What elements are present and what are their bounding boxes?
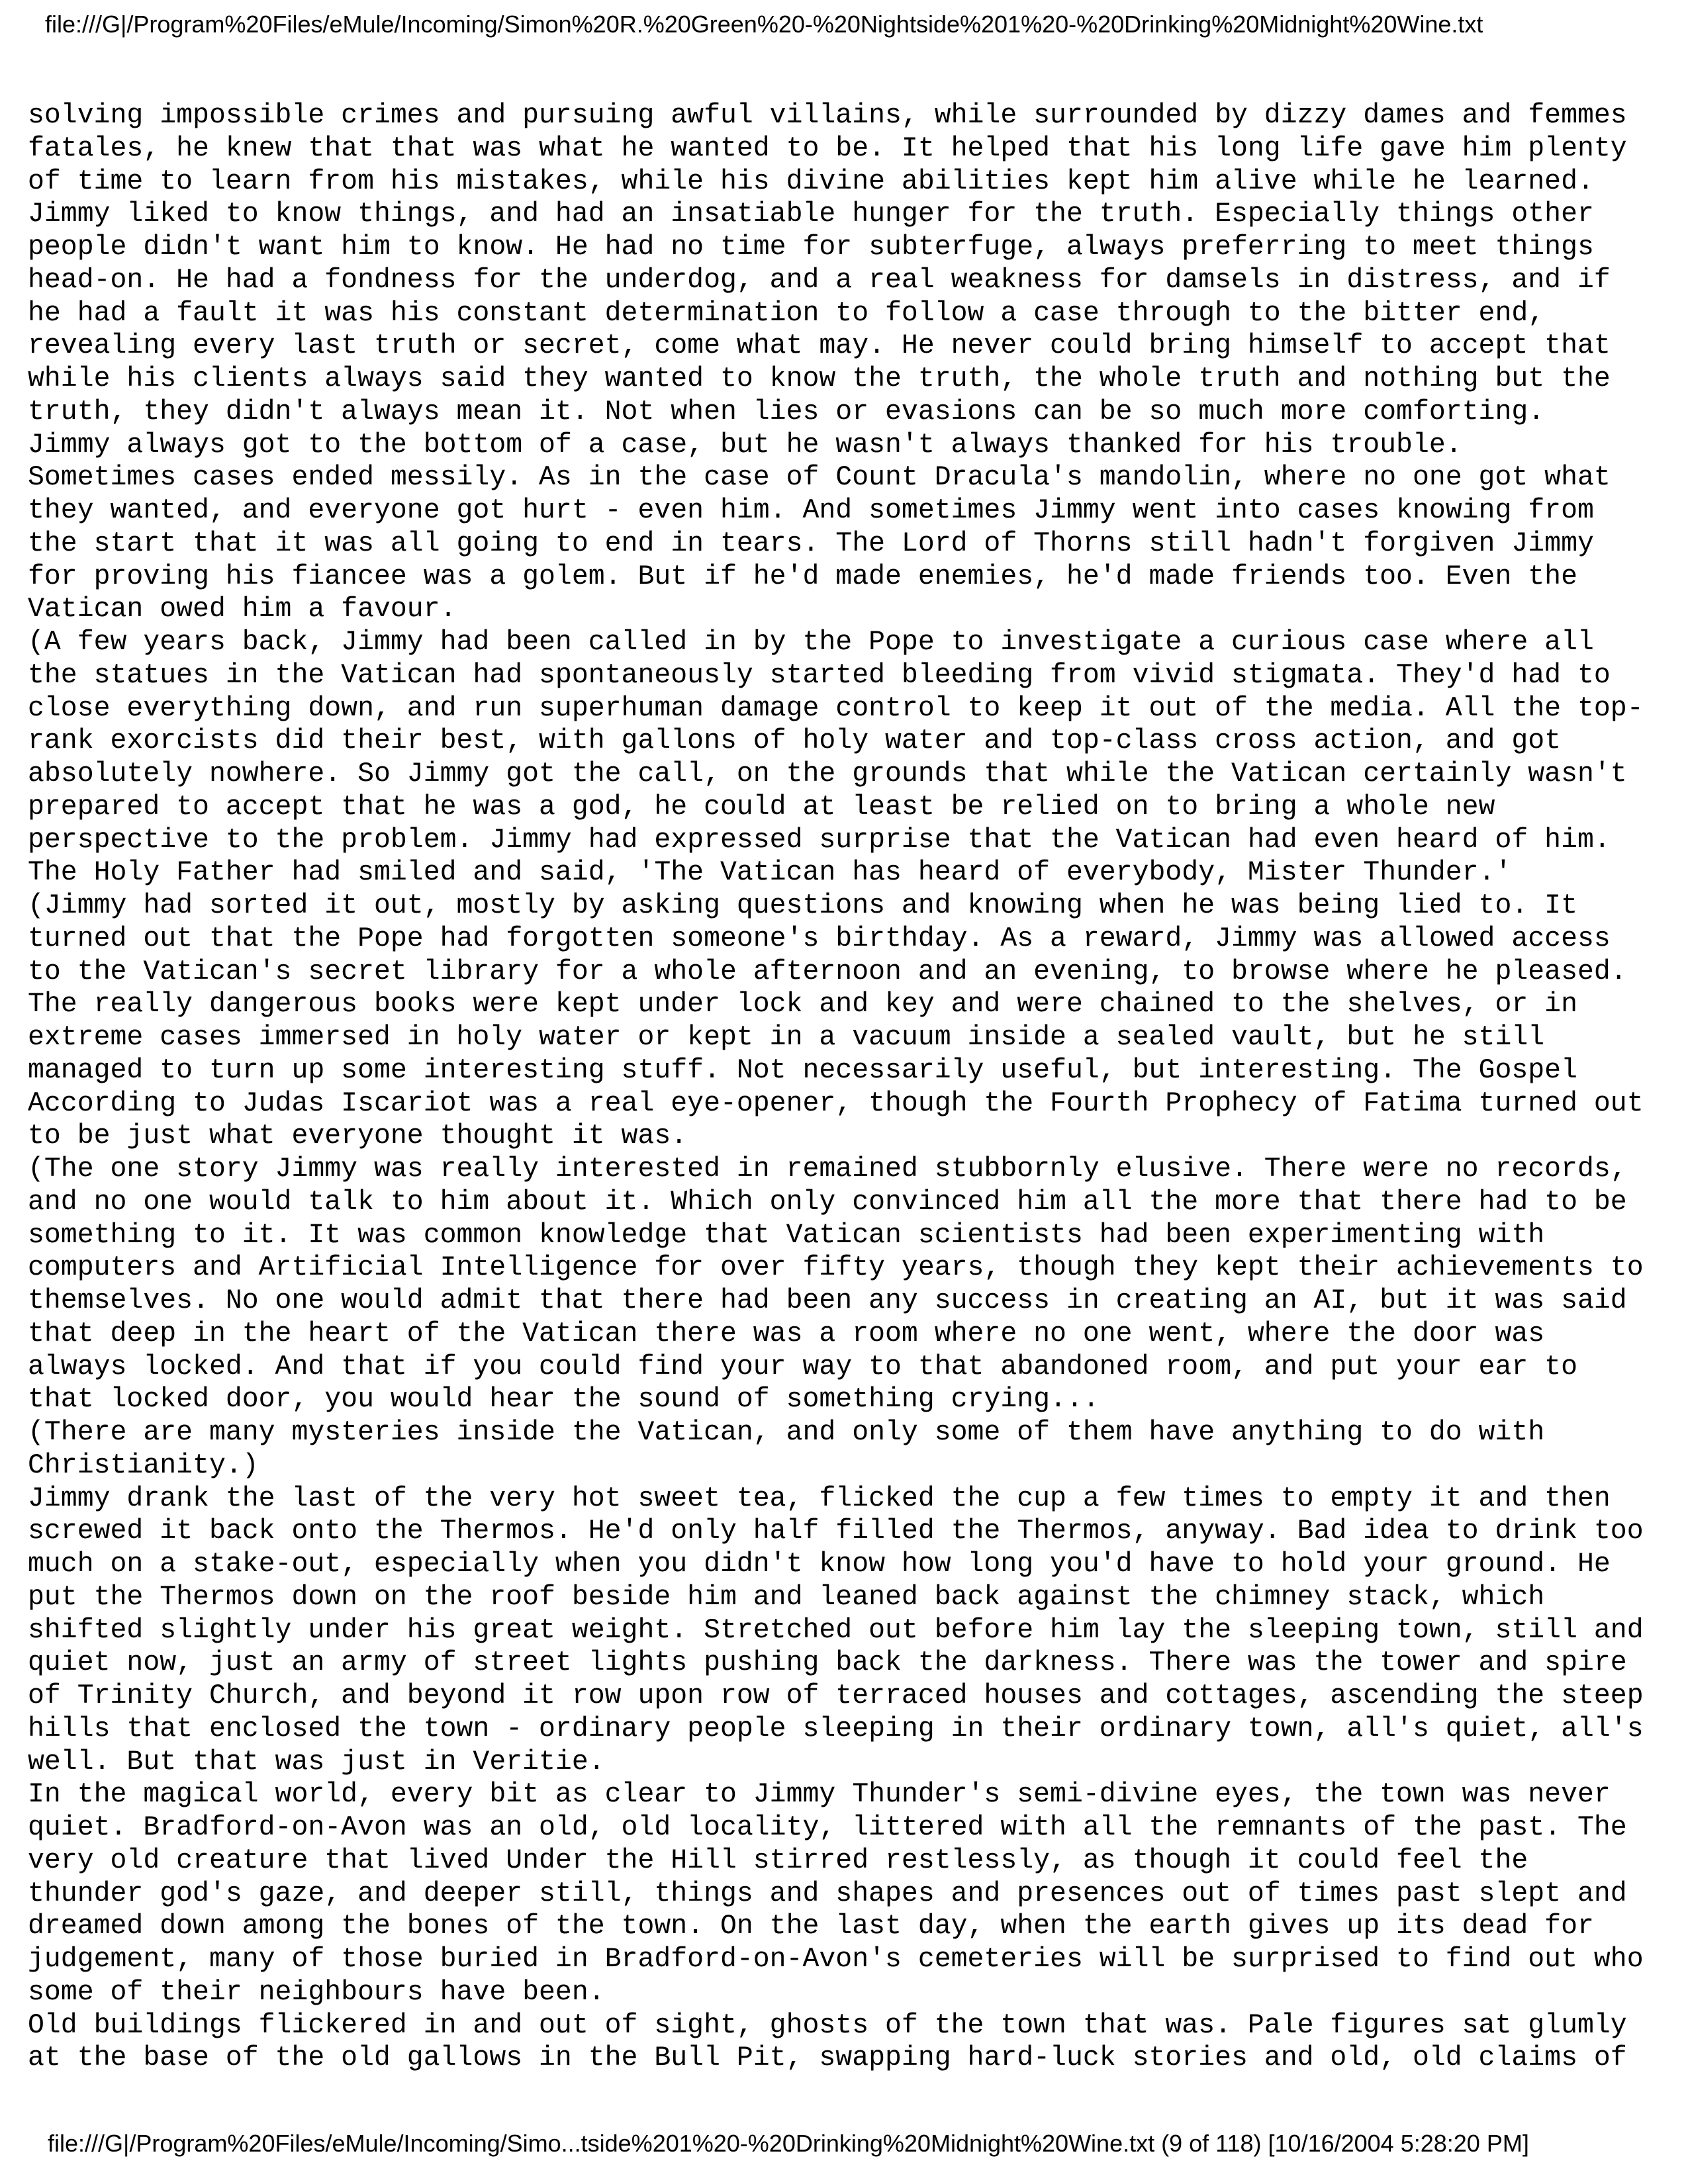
text-line: extreme cases immersed in holy water or kept in a vacuum inside a sealed vault, but he still xyxy=(28,1022,1545,1053)
text-line: for proving his fiancee was a golem. But if he'd made enemies, he'd made friends too. Even the xyxy=(28,561,1577,592)
text-line: quiet. Bradford-on-Avon was an old, old locality, littered with all the remnants of the past. The xyxy=(28,1812,1627,1843)
text-line: people didn't want him to know. He had no time for subterfuge, always preferring to meet things xyxy=(28,232,1594,263)
text-line: shifted slightly under his great weight. Stretched out before him lay the sleeping town, still and xyxy=(28,1614,1644,1646)
text-line: absolutely nowhere. So Jimmy got the call, on the grounds that while the Vatican certainly wasn't xyxy=(28,758,1627,790)
text-line: to be just what everyone thought it was. xyxy=(28,1120,688,1152)
text-line: at the base of the old gallows in the Bull Pit, swapping hard-luck stories and old, old claims of xyxy=(28,2042,1627,2074)
text-line: something to it. It was common knowledge that Vatican scientists had been experimenting with xyxy=(28,1219,1545,1251)
text-line: hills that enclosed the town - ordinary people sleeping in their ordinary town, all's quiet, all's xyxy=(28,1713,1644,1745)
text-line: Sometimes cases ended messily. As in the case of Count Dracula's mandolin, where no one got what xyxy=(28,462,1611,494)
document-body xyxy=(28,99,1669,2075)
text-line: Old buildings flickered in and out of sight, ghosts of the town that was. Pale figures sat glumly xyxy=(28,2009,1627,2041)
text-line: Christianity.) xyxy=(28,1449,259,1481)
text-line: some of their neighbours have been. xyxy=(28,1976,605,2008)
text-line: rank exorcists did their best, with gallons of holy water and top-class cross action, and got xyxy=(28,725,1562,757)
text-line: perspective to the problem. Jimmy had expressed surprise that the Vatican had even heard of him. xyxy=(28,824,1611,856)
text-line: and no one would talk to him about it. Which only convinced him all the more that there had to be xyxy=(28,1186,1627,1218)
text-line: managed to turn up some interesting stuff. Not necessarily useful, but interesting. The Gospel xyxy=(28,1054,1577,1086)
text-line: close everything down, and run superhuman damage control to keep it out of the media. All the top- xyxy=(28,692,1644,724)
text-line: well. But that was just in Veritie. xyxy=(28,1746,605,1778)
text-line: he had a fault it was his constant determination to follow a case through to the bitter end, xyxy=(28,297,1545,329)
text-line: dreamed down among the bones of the town. On the last day, when the earth gives up its dead for xyxy=(28,1911,1594,1942)
page-footer: file:///G|/Program%20Files/eMule/Incoming/Simo...tside%201%20-%20Drinking%20Midnight%20Wine.txt (9 of 118) [10/16/2004 5:28:20 PM] xyxy=(48,2130,1529,2157)
text-line: revealing every last truth or secret, come what may. He never could bring himself to accept that xyxy=(28,330,1611,362)
text-line: truth, they didn't always mean it. Not when lies or evasions can be so much more comforting. xyxy=(28,396,1545,428)
text-line: of time to learn from his mistakes, while his divine abilities kept him alive while he learned. xyxy=(28,165,1594,197)
text-line: (The one story Jimmy was really interested in remained stubbornly elusive. There were no records, xyxy=(28,1154,1627,1185)
text-line: very old creature that lived Under the Hill stirred restlessly, as though it could feel the xyxy=(28,1844,1528,1876)
text-line: head-on. He had a fondness for the underdog, and a real weakness for damsels in distress, and if xyxy=(28,264,1611,296)
text-line: (Jimmy had sorted it out, mostly by asking questions and knowing when he was being lied to. It xyxy=(28,890,1577,921)
text-line: of Trinity Church, and beyond it row upon row of terraced houses and cottages, ascending the steep xyxy=(28,1680,1644,1711)
text-line: that deep in the heart of the Vatican there was a room where no one went, where the door was xyxy=(28,1318,1545,1349)
text-line: always locked. And that if you could find your way to that abandoned room, and put your ear to xyxy=(28,1351,1577,1383)
text-line: they wanted, and everyone got hurt - even him. And sometimes Jimmy went into cases knowing from xyxy=(28,495,1594,526)
text-line: The really dangerous books were kept under lock and key and were chained to the shelves, or in xyxy=(28,989,1577,1021)
text-line: prepared to accept that he was a god, he could at least be relied on to bring a whole new xyxy=(28,791,1495,823)
text-line: The Holy Father had smiled and said, 'The Vatican has heard of everybody, Mister Thunder.' xyxy=(28,857,1512,889)
text-line: Jimmy always got to the bottom of a case, but he wasn't always thanked for his trouble. xyxy=(28,429,1462,461)
text-line: quiet now, just an army of street lights pushing back the darkness. There was the tower and spire xyxy=(28,1647,1627,1679)
text-line: to the Vatican's secret library for a whole afternoon and an evening, to browse where he pleased. xyxy=(28,956,1627,987)
text-line: (There are many mysteries inside the Vatican, and only some of them have anything to do with xyxy=(28,1417,1545,1448)
text-line: According to Judas Iscariot was a real eye-opener, though the Fourth Prophecy of Fatima turned out xyxy=(28,1087,1644,1119)
text-line: judgement, many of those buried in Bradford-on-Avon's cemeteries will be surprised to find out who xyxy=(28,1944,1644,1975)
text-line: that locked door, you would hear the sound of something crying... xyxy=(28,1384,1100,1416)
text-line: the start that it was all going to end in tears. The Lord of Thorns still hadn't forgiven Jimmy xyxy=(28,527,1594,559)
text-line: Jimmy liked to know things, and had an insatiable hunger for the truth. Especially things other xyxy=(28,199,1594,230)
text-line: In the magical world, every bit as clear to Jimmy Thunder's semi-divine eyes, the town was never xyxy=(28,1779,1611,1811)
text-line: Vatican owed him a favour. xyxy=(28,594,457,625)
text-line: computers and Artificial Intelligence for over fifty years, though they kept their achievements to xyxy=(28,1252,1644,1284)
text-line: turned out that the Pope had forgotten someone's birthday. As a reward, Jimmy was allowed access xyxy=(28,923,1611,954)
text-line: thunder god's gaze, and deeper still, things and shapes and presences out of times past slept and xyxy=(28,1878,1627,1909)
text-line: while his clients always said they wanted to know the truth, the whole truth and nothing but the xyxy=(28,363,1611,394)
text-line: fatales, he knew that that was what he wanted to be. It helped that his long life gave him plenty xyxy=(28,132,1627,164)
text-line: Jimmy drank the last of the very hot sweet tea, flicked the cup a few times to empty it and then xyxy=(28,1482,1611,1514)
text-line: screwed it back onto the Thermos. He'd only half filled the Thermos, anyway. Bad idea to drink too xyxy=(28,1516,1644,1547)
text-line: solving impossible crimes and pursuing awful villains, while surrounded by dizzy dames and femmes xyxy=(28,100,1627,131)
text-line: much on a stake-out, especially when you didn't know how long you'd have to hold your ground. He xyxy=(28,1549,1611,1580)
text-line: (A few years back, Jimmy had been called in by the Pope to investigate a curious case where all xyxy=(28,627,1594,658)
text-line: put the Thermos down on the roof beside him and leaned back against the chimney stack, which xyxy=(28,1581,1545,1613)
text-line: themselves. No one would admit that there had been any success in creating an AI, but it was said xyxy=(28,1285,1627,1316)
text-line: the statues in the Vatican had spontaneously started bleeding from vivid stigmata. They'd had to xyxy=(28,659,1611,691)
page-header-path: file:///G|/Program%20Files/eMule/Incoming/Simon%20R.%20Green%20-%20Nightside%201%20-%20Drinking%20Midnight%20Wine.txt xyxy=(45,11,1483,38)
